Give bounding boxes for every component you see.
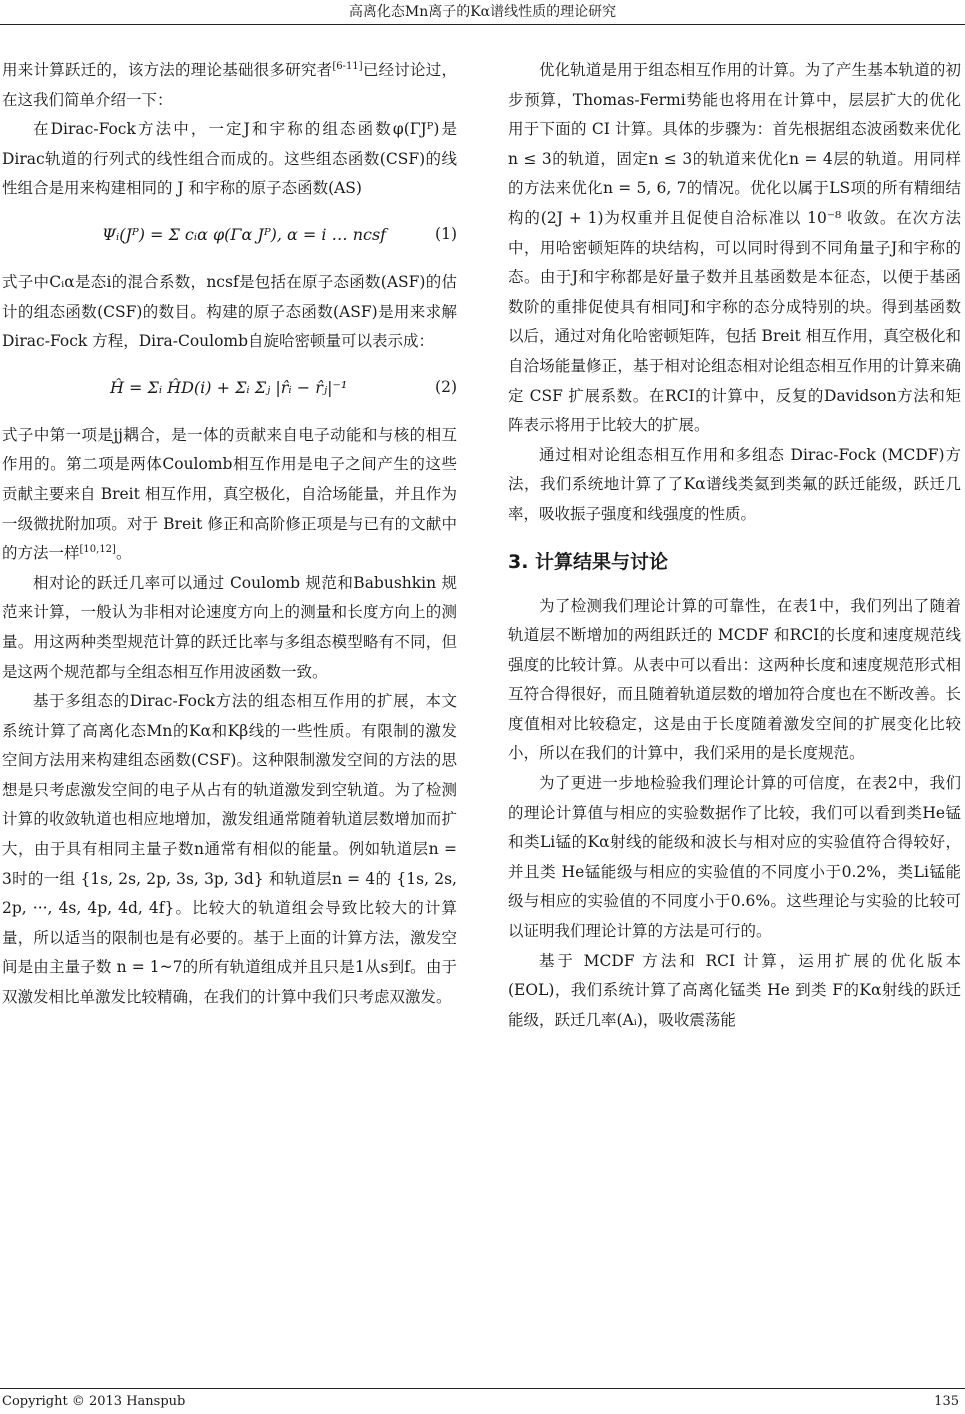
paragraph-jj-coupling bbox=[2, 421, 457, 569]
right-column bbox=[508, 56, 961, 1035]
left-column bbox=[2, 56, 457, 1013]
footer-copyright: Copyright © 2013 Hanspub bbox=[2, 1394, 186, 1409]
footer-rule bbox=[0, 1388, 965, 1389]
paragraph-results: 基于 MCDF 方法和 RCI 计算，运用扩展的优化版本(EOL)，我们系统计算了高离化锰类 He 到类 F的Kα射线的跃迁能级，跃迁几率(Aᵢ)，吸收震荡能 bbox=[508, 951, 961, 1029]
equation-expression: Ψᵢ(Jᴾ) = Σ cᵢα φ(Γα Jᴾ), α = i … ncsf bbox=[102, 224, 387, 244]
paragraph-mcdf: 通过相对论组态相互作用和多组态 Dirac-Fock (MCDF)方法，我们系统地计算了了Kα谱线类氦到类氟的跃迁能级，跃迁几率，吸收振子强度和线强度的性质。 bbox=[508, 445, 961, 523]
running-head: 高离化态Mn离子的Kα谱线性质的理论研究 bbox=[348, 4, 617, 20]
citation: [6-11] bbox=[332, 60, 363, 72]
equation-expression: Ĥ = Σᵢ ĤD(i) + Σᵢ Σⱼ |r̂ᵢ − r̂ⱼ|⁻¹ bbox=[110, 377, 348, 397]
paragraph-optimization: 优化轨道是用于组态相互作用的计算。为了产生基本轨道的初步预算，Thomas-Fermi势能也将用在计算中，层层扩大的优化用于下面的 CI 计算。具体的步骤为：首先根据组态波函数来优化n ≤ 3的轨道，固定n ≤ 3的轨道来优化n = 4层的轨道。用同样的方法来优化n = 5, 6, 7的情况。优化以属于LS项的所有精细结构的(2J + 1)为权重并且促使自洽标准以 10⁻⁸ 收敛。在次方法中，用哈密顿矩阵的块结构，可以同时得到不同角量子J和宇称的态。由于J和宇称都是好量子数并且基函数是本征态，以便于基函数阶的重排促使具有相同J和宇称的态分成特别的块。得到基函数以后，通过对角化哈密顿矩阵，包括 Breit 相互作用，真空极化和自洽场能量修正，基于相对论组态相对论组态相互作用的计算来确定 CSF 扩展系数。在RCI的计算中，反复的Davidson方法和矩阵表示将用于比较大的扩展。 bbox=[508, 61, 961, 435]
text: 已经讨论过，在这我们简单介绍一下： bbox=[2, 61, 457, 109]
paragraph-intro bbox=[2, 56, 457, 115]
equation-1 bbox=[2, 204, 457, 268]
header-rule bbox=[0, 24, 965, 25]
paragraph-table2: 为了更进一步地检验我们理论计算的可信度，在表2中，我们的理论计算值与相应的实验数据作了比较，我们可以看到类He锰和类Li锰的Kα射线的能级和波长与相对应的实验值符合得较好，并且类 He锰能级与相应的实验值的不同度小于0.2%，类Li锰能级与相应的实验值的不同度小于0.6%。这些理论与实验的比较可以证明我们理论计算的方法是可行的。 bbox=[508, 774, 961, 941]
paragraph-dirac-fock: 在Dirac-Fock方法中，一定J和宇称的组态函数φ(ΓJᴾ)是Dirac轨道的行列式的线性组合而成的。这些组态函数(CSF)的线性组合是用来构建相同的 J 和宇称的原子态函数(AS) bbox=[2, 120, 457, 198]
equation-2 bbox=[2, 357, 457, 421]
text: 。 bbox=[115, 544, 132, 563]
paragraph-table1: 为了检测我们理论计算的可靠性，在表1中，我们列出了随着轨道层不断增加的两组跃迁的 MCDF 和RCI的长度和速度规范线强度的比较计算。从表中可以看出：这两种长度和速度规范形式相互符合得很好，而且随着轨道层数的增加符合度也在不断改善。长度值相对比较稳定，这是由于长度随着激发空间的扩展变化比较小，所以在我们的计算中，我们采用的是长度规范。 bbox=[508, 596, 961, 763]
text: 式子中第一项是jj耦合，是一体的贡献来自电子动能和与核的相互作用的。第二项是两体Coulomb相互作用是电子之间产生的这些贡献主要来自 Breit 相互作用，真空极化，自洽场能量，并且作为一级微扰附加项。对于 Breit 修正和高阶修正项是与已有的文献中的方法一样 bbox=[2, 425, 457, 563]
text: 用来计算跃迁的，该方法的理论基础很多研究者 bbox=[2, 61, 333, 79]
paragraph-excitation: 基于多组态的Dirac-Fock方法的组态相互作用的扩展，本文系统计算了高离化态Mn的Kα和Kβ线的一些性质。有限制的激发空间方法用来构建组态函数(CSF)。这种限制激发空间的方法的思想是只考虑激发空间的电子从占有的轨道激发到空轨道。为了检测计算的收敛轨道也相应地增加，激发组通常随着轨道层数增加而扩大，由于具有相同主量子数n通常有相似的能量。例如轨道层n = 3时的一组 {1s, 2s, 2p, 3s, 3p, 3d} 和轨道层n = 4的 {1s, 2s, 2p, ···, 4s, 4p, 4d, 4f}。比较大的轨道组会导致比较大的计算量，所以适当的限制也是有必要的。基于上面的计算方法，激发空间是由主量子数 n = 1~7的所有轨道组成并且只是1从s到f。由于双激发相比单激发比较精确，在我们的计算中我们只考虑双激发。 bbox=[2, 692, 457, 1007]
section-heading: 3. 计算结果与讨论 bbox=[508, 550, 669, 573]
page-number: 135 bbox=[934, 1394, 959, 1409]
equation-number: (2) bbox=[435, 377, 457, 396]
citation: [10,12] bbox=[79, 543, 116, 555]
paragraph-gauge: 相对论的跃迁几率可以通过 Coulomb 规范和Babushkin 规范来计算，一般认为非相对论速度方向上的测量和长度方向上的测量。用这两种类型规范计算的跃迁比率与多组态模型略有不同，但是这两个规范都与全组态相互作用波函数一致。 bbox=[2, 573, 457, 681]
paragraph-mixing: 式子中Cᵢα是态i的混合系数，ncsf是包括在原子态函数(ASF)的估计的组态函数(CSF)的数目。构建的原子态函数(ASF)是用来求解 Dirac-Fock 方程，Dira-Coulomb自旋哈密顿量可以表示成： bbox=[2, 272, 457, 351]
equation-number: (1) bbox=[435, 224, 457, 243]
